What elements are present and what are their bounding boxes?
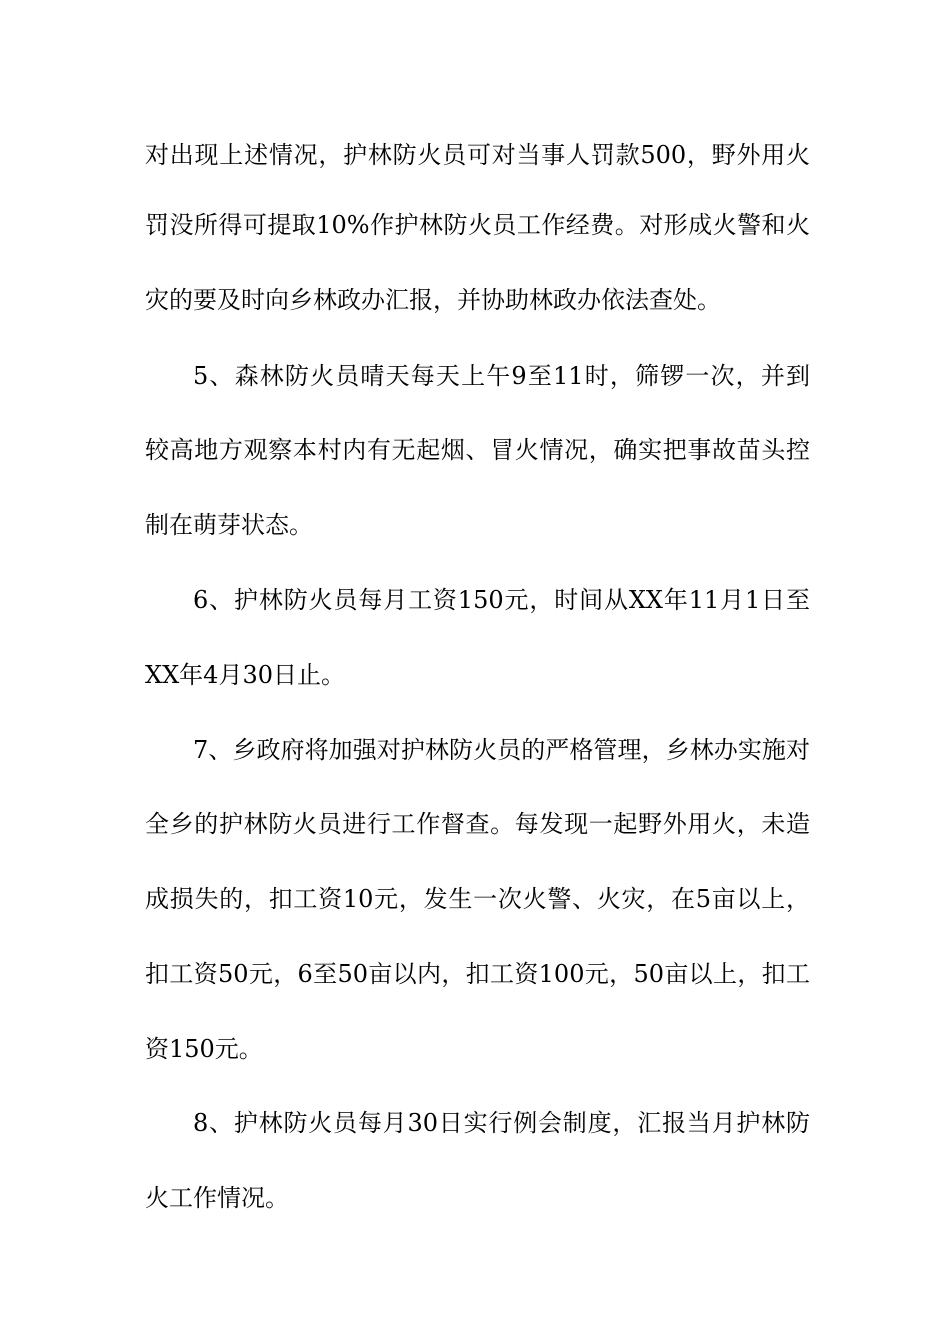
paragraph-line: 罚没所得可提取10%作护林防火员工作经费。对形成火警和火 <box>145 211 810 239</box>
paragraph-line: 灾的要及时向乡林政办汇报，并协助林政办依法查处。 <box>145 286 721 314</box>
paragraph-line: 较高地方观察本村内有无起烟、冒火情况，确实把事故苗头控 <box>145 436 810 464</box>
paragraph-line: 全乡的护林防火员进行工作督查。每发现一起野外用火，未造 <box>145 810 810 838</box>
paragraph-line: 火工作情况。 <box>145 1184 289 1212</box>
paragraph-line: 对出现上述情况，护林防火员可对当事人罚款500，野外用火 <box>145 141 810 169</box>
paragraph-line: 6、护林防火员每月工资150元，时间从XX年11月1日至 <box>193 586 810 614</box>
paragraph-line: 制在萌芽状态。 <box>145 511 313 539</box>
paragraph-line: 成损失的，扣工资10元，发生一次火警、火灾，在5亩以上， <box>145 885 810 913</box>
paragraph-line: 8、护林防火员每月30日实行例会制度，汇报当月护林防 <box>193 1109 810 1137</box>
paragraph-line: 扣工资50元，6至50亩以内，扣工资100元，50亩以上，扣工 <box>145 960 810 988</box>
paragraph-line: 5、森林防火员晴天每天上午9至11时，筛锣一次，并到 <box>193 362 810 390</box>
paragraph-line: 资150元。 <box>145 1035 263 1063</box>
paragraph-line: XX年4月30日止。 <box>145 661 345 689</box>
paragraph-line: 7、乡政府将加强对护林防火员的严格管理，乡林办实施对 <box>193 736 810 764</box>
